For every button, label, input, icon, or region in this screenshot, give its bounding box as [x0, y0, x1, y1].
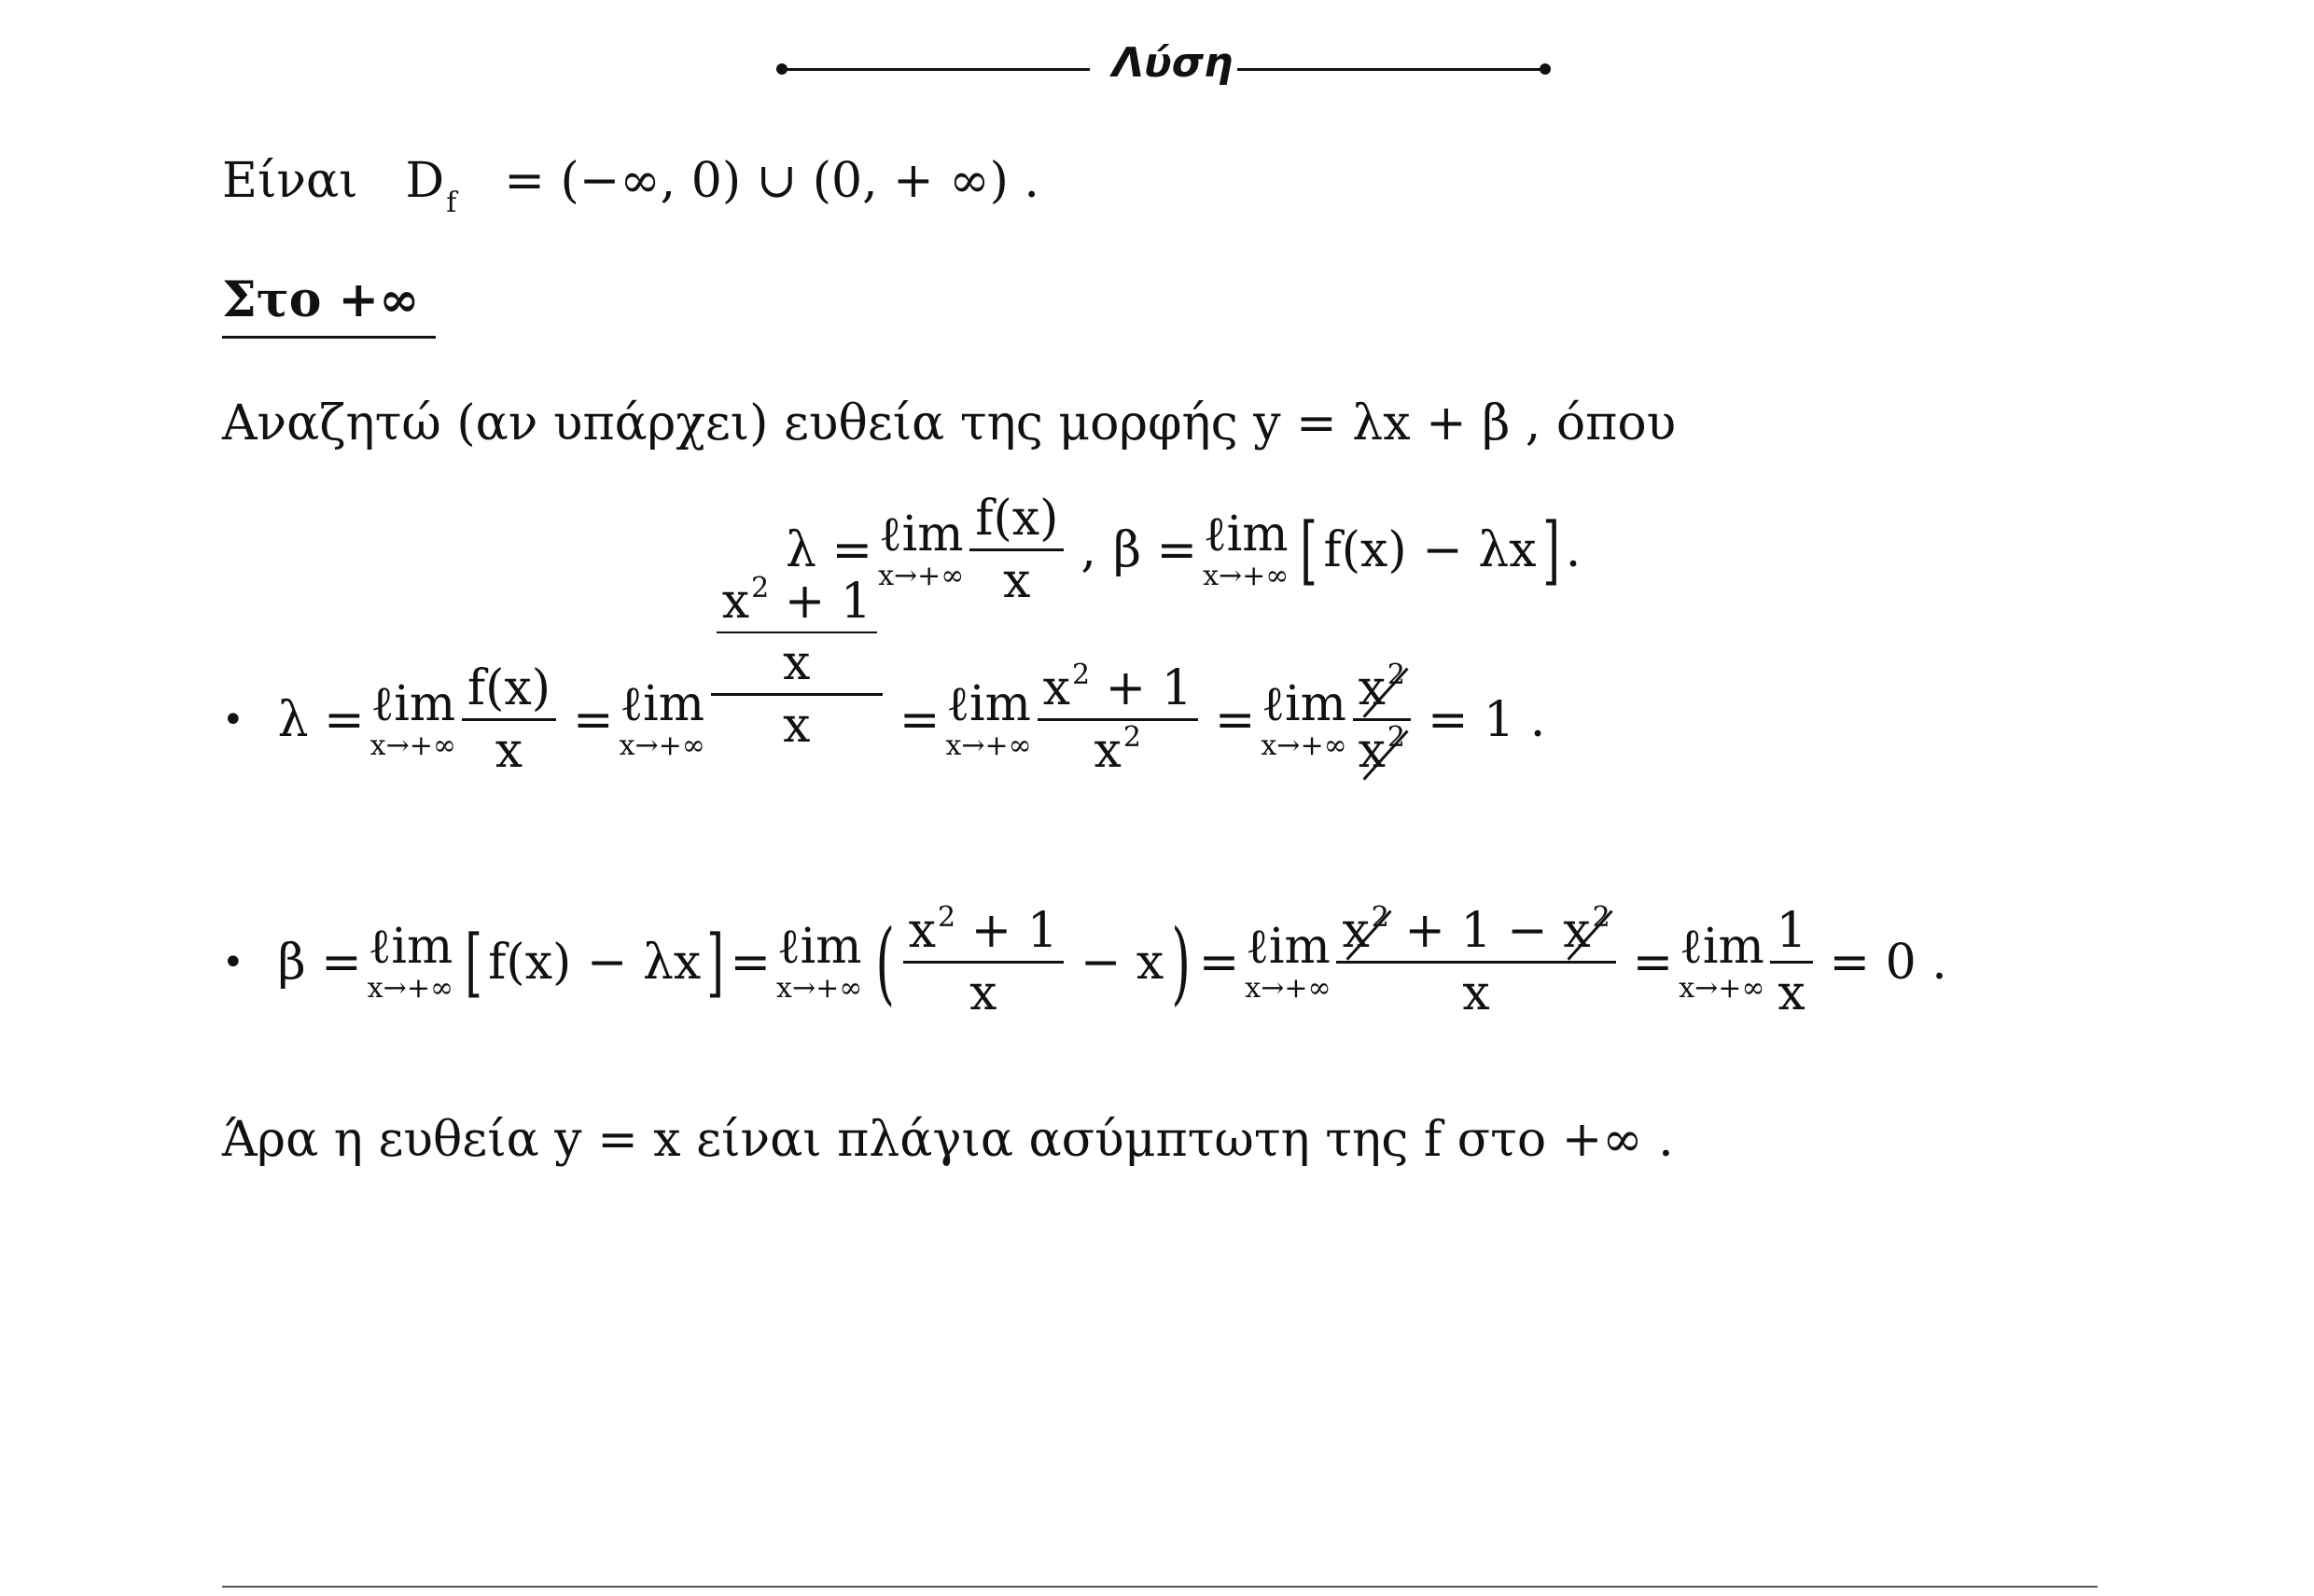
formula-end: . — [1565, 521, 1582, 578]
domain-line — [222, 153, 1039, 219]
limit-operator: ℓim x→+∞ — [1245, 918, 1331, 1005]
domain-prefix: Είναι — [222, 153, 358, 209]
bullet: • — [222, 940, 244, 984]
domain-sub: f — [446, 187, 457, 219]
fx-over-x-fraction: $\frac{f(x)}{x}$ — [462, 664, 556, 775]
compound-fraction: $\frac{\frac{x^2 + 1}{x}}{x}$ — [711, 577, 883, 750]
limit-operator: ℓim x→+∞ — [619, 675, 705, 762]
header-line-right — [1237, 68, 1545, 71]
comma: , — [1080, 521, 1096, 578]
page-title: Λύση — [1112, 39, 1234, 87]
equals: = — [899, 691, 941, 748]
cancelled-difference-fraction: $\frac{x^2 + 1 - x^2}{x}$ — [1336, 907, 1615, 1018]
equals: = — [1214, 691, 1256, 748]
intro-line: Αναζητώ (αν υπάρχει) ευθεία της μορφής y = λx + β , όπου — [222, 396, 1677, 451]
lambda-result: = 1 . — [1428, 691, 1546, 748]
definition-formula: λ = ℓim x→+∞ $\frac{f(x)}{x}$ , β = ℓim x→+∞ [ f(x) − λx ] . — [786, 491, 1582, 609]
cancelled-fraction: $\frac{x^2}{x^2}$ — [1353, 664, 1411, 775]
limit-operator: ℓim x→+∞ — [1203, 506, 1289, 592]
header-dot-left — [776, 63, 788, 75]
limit-operator: ℓim x→+∞ — [369, 675, 456, 762]
domain-rest: = (−∞, 0) ∪ (0, + ∞) . — [504, 153, 1039, 209]
equals: = — [730, 934, 772, 991]
lambda-lhs: λ = — [277, 691, 365, 748]
header-dot-right — [1540, 63, 1551, 75]
limit-operator: ℓim x→+∞ — [878, 506, 965, 592]
conclusion-line: Άρα η ευθεία y = x είναι πλάγια ασύμπτωτη της f στο +∞ . — [222, 1112, 1674, 1168]
beta-body: f(x) − λx — [1323, 521, 1537, 578]
beta-body: f(x) − λx — [488, 934, 702, 991]
one-over-x-fraction: $\frac{1}{x}$ — [1770, 907, 1812, 1018]
equals: = — [1632, 934, 1674, 991]
header-line-left — [782, 68, 1090, 71]
lambda-lhs: λ = — [786, 521, 873, 578]
x2-plus-1-over-x-fraction: $\frac{x^2 + 1}{x}$ — [903, 907, 1064, 1018]
beta-lhs: β = — [277, 934, 362, 991]
beta-lhs: β = — [1112, 521, 1198, 578]
footer-rule — [222, 1586, 2098, 1588]
beta-result: = 0 . — [1829, 934, 1947, 991]
equals: = — [1198, 934, 1240, 991]
limit-operator: ℓim x→+∞ — [367, 918, 453, 1005]
bullet: • — [222, 698, 244, 742]
x2-plus-1-over-x2-fraction: $\frac{x^2 + 1}{x^2}$ — [1038, 664, 1198, 775]
limit-operator: ℓim x→+∞ — [1679, 918, 1765, 1005]
fx-over-x-fraction: $\frac{f(x)}{x}$ — [969, 494, 1064, 605]
inner-fraction: $\frac{x^2 + 1}{x}$ — [717, 577, 877, 687]
minus-x: − x — [1080, 934, 1164, 991]
section-heading: Στο +∞ — [222, 276, 436, 339]
limit-operator: ℓim x→+∞ — [945, 675, 1032, 762]
equals: = — [573, 691, 614, 748]
lambda-calculation — [222, 572, 1546, 779]
limit-operator: ℓim x→+∞ — [1261, 675, 1347, 762]
domain-D: D — [405, 153, 445, 209]
beta-calculation: • β = ℓim x→+∞ [ f(x) − λx ] = ℓim x→+∞ ( $\frac{x^2 + 1}{x}$ − x ) = ℓim x→+∞ $\frac{x^2 + 1 - x^2}{x}$ = ℓim x→+∞ $\frac{1}{x}$ = 0 . — [222, 901, 1947, 1021]
limit-operator: ℓim x→+∞ — [776, 918, 863, 1005]
